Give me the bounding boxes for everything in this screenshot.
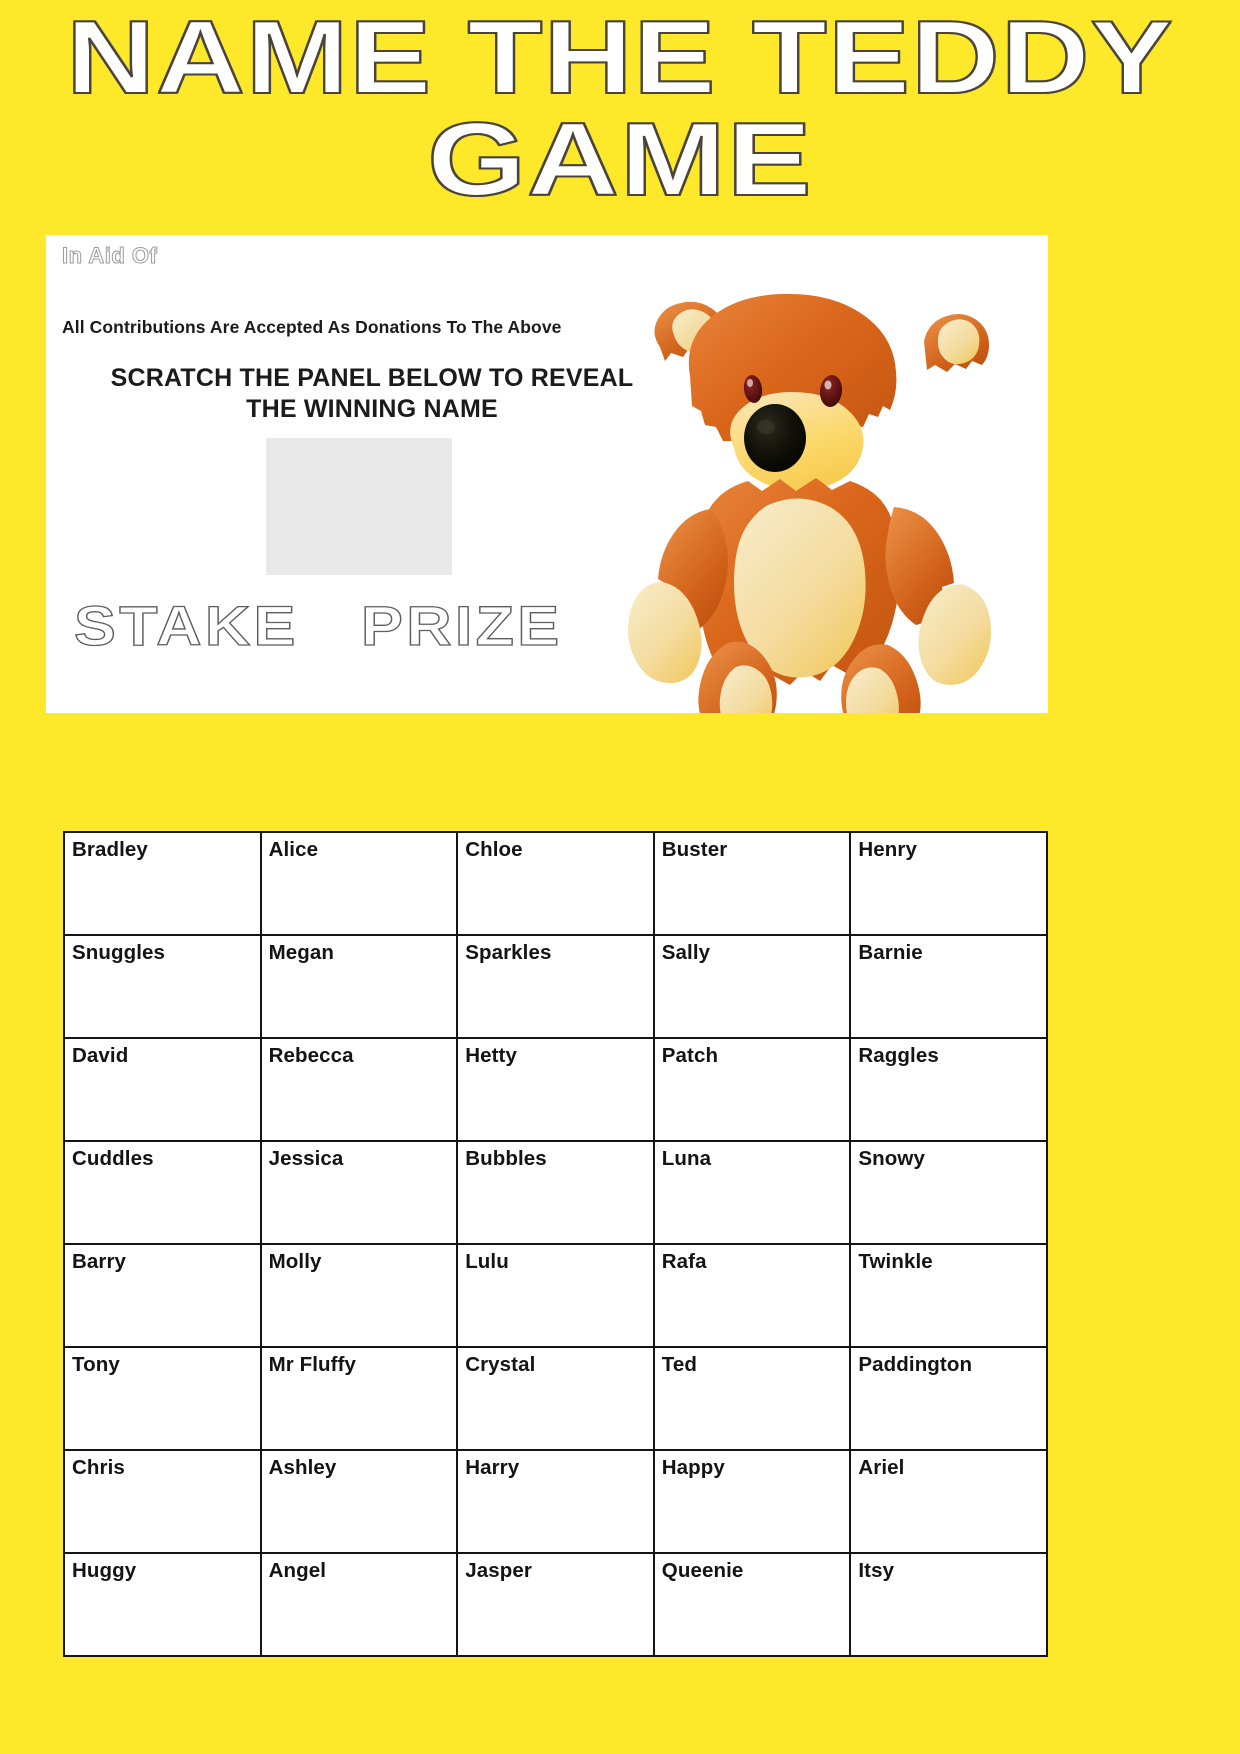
name-cell[interactable]: Mr Fluffy (261, 1347, 458, 1450)
table-row (64, 1038, 1047, 1141)
name-cell[interactable]: Jessica (261, 1141, 458, 1244)
name-cell[interactable]: Bradley (64, 832, 261, 935)
name-cell[interactable]: Rafa (654, 1244, 851, 1347)
name-cell[interactable]: Sparkles (457, 935, 654, 1038)
name-cell[interactable]: Snowy (850, 1141, 1047, 1244)
page-title (0, 0, 1240, 218)
info-panel (46, 235, 1048, 713)
names-grid (63, 831, 1048, 1657)
name-cell[interactable]: Jasper (457, 1553, 654, 1656)
name-cell[interactable]: Patch (654, 1038, 851, 1141)
name-cell[interactable]: Barnie (850, 935, 1047, 1038)
names-grid-body (64, 832, 1047, 1656)
name-cell[interactable]: Molly (261, 1244, 458, 1347)
teddy-bear-illustration (588, 243, 1048, 713)
name-cell[interactable]: Tony (64, 1347, 261, 1450)
name-cell[interactable]: Luna (654, 1141, 851, 1244)
name-cell[interactable]: Cuddles (64, 1141, 261, 1244)
name-cell[interactable]: Angel (261, 1553, 458, 1656)
name-cell[interactable]: Lulu (457, 1244, 654, 1347)
name-cell[interactable]: Queenie (654, 1553, 851, 1656)
name-cell[interactable]: Raggles (850, 1038, 1047, 1141)
contributions-note: All Contributions Are Accepted As Donations To The Above (62, 317, 562, 337)
name-cell[interactable]: Chloe (457, 832, 654, 935)
name-cell[interactable]: Itsy (850, 1553, 1047, 1656)
name-cell[interactable]: Sally (654, 935, 851, 1038)
name-cell[interactable]: Henry (850, 832, 1047, 935)
scratch-instruction-line-1: SCRATCH THE PANEL BELOW TO REVEAL (110, 364, 634, 392)
stake-label: STAKE (74, 594, 299, 657)
prize-label: PRIZE (361, 594, 563, 657)
in-aid-of-label: In Aid Of (62, 243, 158, 268)
page-title-line-2: GAME (427, 101, 813, 218)
name-cell[interactable]: Snuggles (64, 935, 261, 1038)
table-row (64, 1347, 1047, 1450)
name-cell[interactable]: Huggy (64, 1553, 261, 1656)
name-cell[interactable]: Harry (457, 1450, 654, 1553)
name-cell[interactable]: Megan (261, 935, 458, 1038)
name-cell[interactable]: Hetty (457, 1038, 654, 1141)
name-cell[interactable]: Twinkle (850, 1244, 1047, 1347)
name-cell[interactable]: Happy (654, 1450, 851, 1553)
table-row (64, 832, 1047, 935)
name-cell[interactable]: Ashley (261, 1450, 458, 1553)
name-cell[interactable]: Buster (654, 832, 851, 935)
name-cell[interactable]: Bubbles (457, 1141, 654, 1244)
name-cell[interactable]: Rebecca (261, 1038, 458, 1141)
name-cell[interactable]: Paddington (850, 1347, 1047, 1450)
table-row (64, 1450, 1047, 1553)
name-cell[interactable]: Chris (64, 1450, 261, 1553)
name-cell[interactable]: Alice (261, 832, 458, 935)
page-title-line-1: NAME THE TEDDY (66, 0, 1174, 116)
scratch-panel[interactable] (266, 438, 452, 575)
name-cell[interactable]: Ariel (850, 1450, 1047, 1553)
table-row (64, 935, 1047, 1038)
name-cell[interactable]: Ted (654, 1347, 851, 1450)
scratch-instruction (62, 363, 682, 426)
table-row (64, 1553, 1047, 1656)
name-cell[interactable]: Crystal (457, 1347, 654, 1450)
name-cell[interactable]: David (64, 1038, 261, 1141)
table-row (64, 1244, 1047, 1347)
name-cell[interactable]: Barry (64, 1244, 261, 1347)
scratch-instruction-line-2: THE WINNING NAME (246, 395, 498, 424)
table-row (64, 1141, 1047, 1244)
